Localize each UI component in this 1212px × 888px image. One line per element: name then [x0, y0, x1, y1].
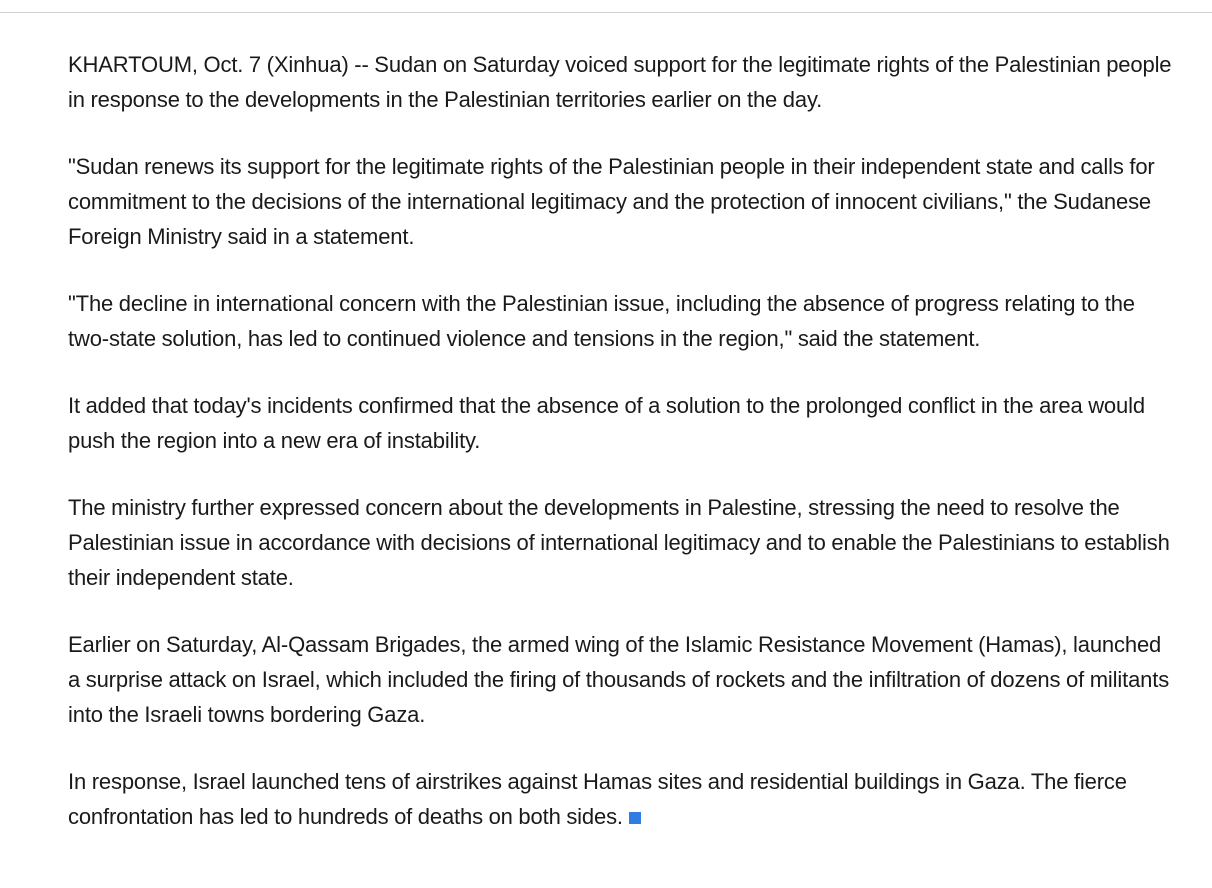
- article-paragraph-6: Earlier on Saturday, Al-Qassam Brigades, the armed wing of the Islamic Resistance Movement (Hamas), launched a surprise attack on Israel, which included the firing of thousands of rockets and the infiltration of dozens of militants into the Israeli towns bordering Gaza.: [68, 632, 1170, 727]
- top-divider: [0, 12, 1212, 13]
- article-paragraph-7-text: In response, Israel launched tens of airstrikes against Hamas sites and residential buildings in Gaza. The fierce confrontation has led to hundreds of deaths on both sides.: [68, 769, 1127, 829]
- article-paragraph-1: KHARTOUM, Oct. 7 (Xinhua) -- Sudan on Saturday voiced support for the legitimate rights of the Palestinian people in response to the developments in the Palestinian territories earlier on the day.: [68, 52, 1172, 112]
- end-of-article-icon: [629, 812, 641, 824]
- article-paragraph-2: "Sudan renews its support for the legitimate rights of the Palestinian people in their independent state and calls for commitment to the decisions of the international legitimacy and the protection of innocent civilians," the Sudanese Foreign Ministry said in a statement.: [68, 154, 1155, 249]
- article-paragraph-4: It added that today's incidents confirmed that the absence of a solution to the prolonged conflict in the area would push the region into a new era of instability.: [68, 393, 1145, 453]
- article-paragraph-7: [68, 764, 1178, 834]
- article-body: [68, 47, 1178, 834]
- article-paragraph-3: "The decline in international concern with the Palestinian issue, including the absence of progress relating to the two-state solution, has led to continued violence and tensions in the region," said the statement.: [68, 291, 1135, 351]
- article-paragraph-5: The ministry further expressed concern about the developments in Palestine, stressing the need to resolve the Palestinian issue in accordance with decisions of international legitimacy and to enable the Palestinians to establish their independent state.: [68, 495, 1170, 590]
